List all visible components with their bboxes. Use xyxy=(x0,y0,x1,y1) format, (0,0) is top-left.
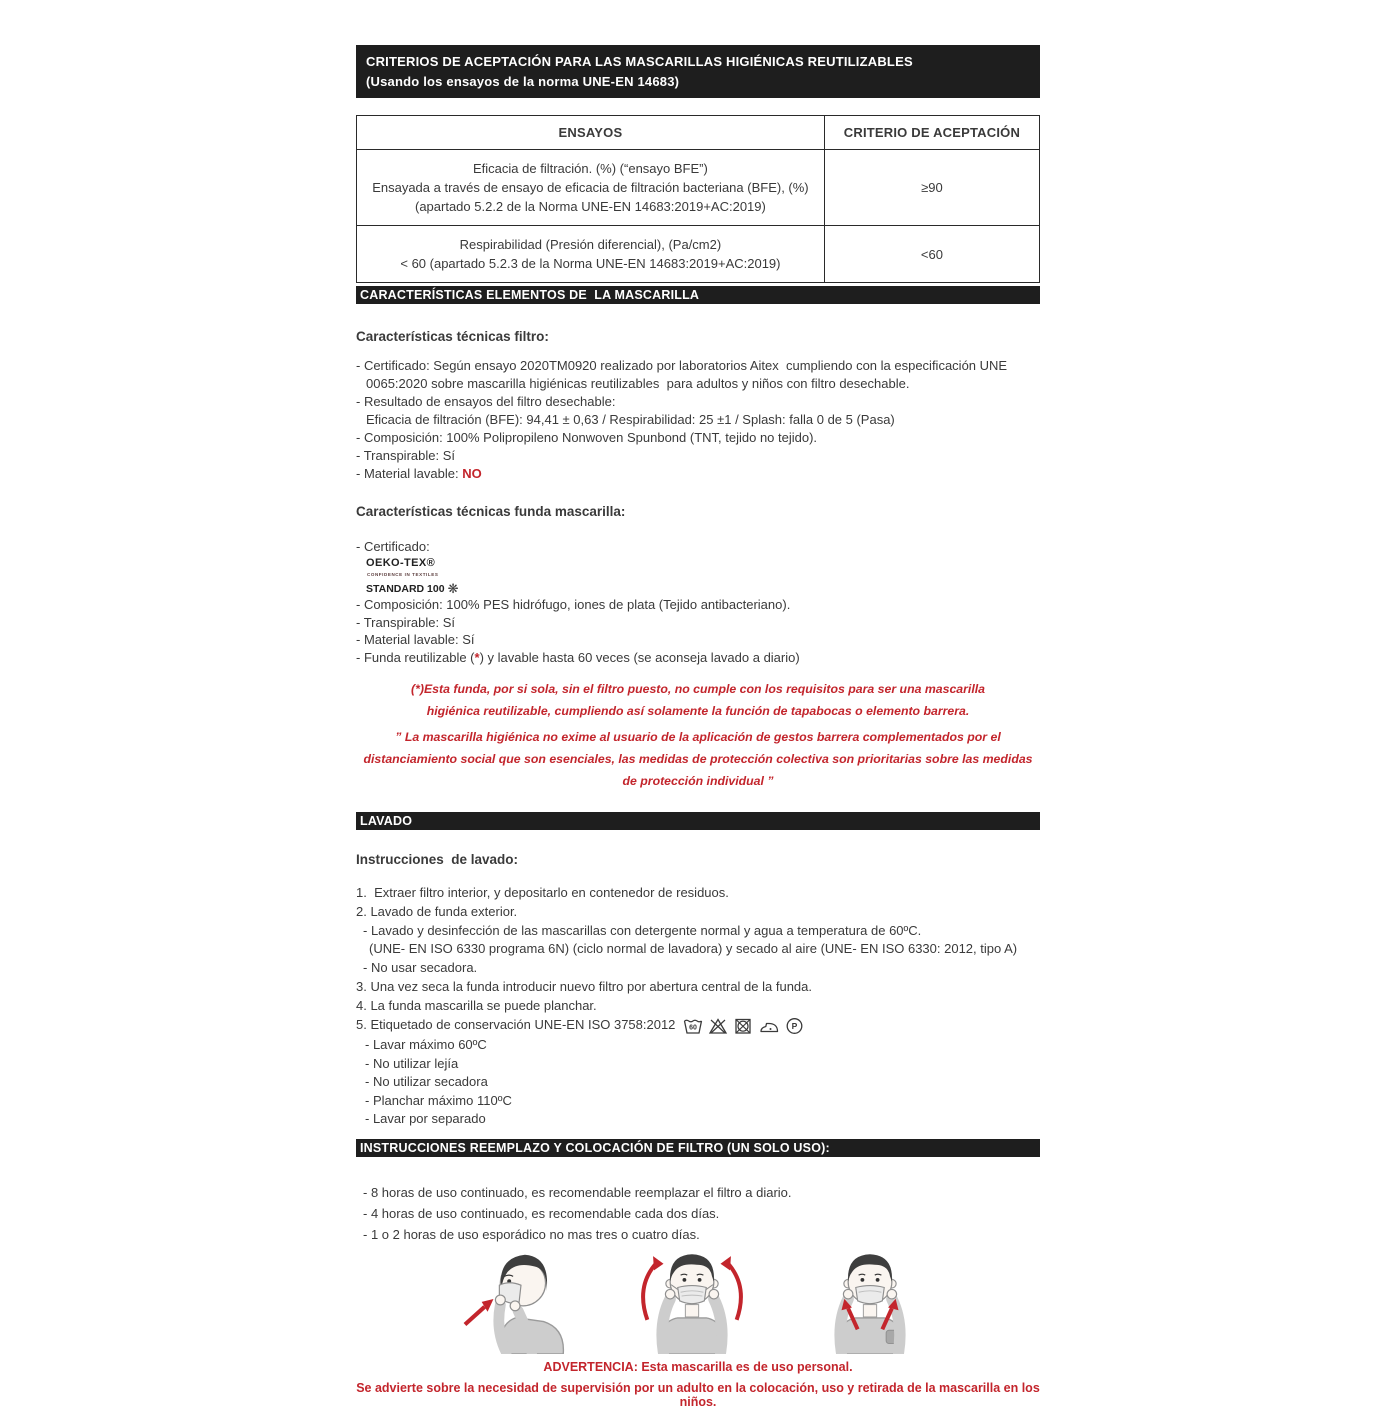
donning-step-2-illustration xyxy=(617,1240,767,1354)
funda-certificado-item: - Certificado: xyxy=(356,539,430,554)
iron-icon xyxy=(758,1017,780,1035)
table-row xyxy=(357,150,1040,226)
red-arrow-icon xyxy=(729,1265,741,1320)
list-item: - 8 horas de uso continuado, es recomendable reemplazar el filtro a diario. xyxy=(363,1185,792,1200)
list-item: (UNE- EN ISO 6330 programa 6N) (ciclo normal de lavadora) y secado al aire (UNE- EN ISO 6330: 2012, tipo A) xyxy=(369,941,1018,957)
list-item: 1. Extraer filtro interior, y depositarlo en contenedor de residuos. xyxy=(356,885,729,900)
ensayo-line: (apartado 5.2.2 de la Norma UNE-EN 14683:2019+AC:2019) xyxy=(414,199,766,214)
no-bleach-icon xyxy=(708,1017,728,1035)
list-item: - Resultado de ensayos del filtro desechable: xyxy=(356,394,616,409)
funda-list xyxy=(356,596,1040,666)
no-tumble-dry-icon xyxy=(733,1017,753,1035)
criterio-cell: <60 xyxy=(824,226,1039,283)
ensayo-line: Ensayada a través de ensayo de eficacia de filtración bacteriana (BFE), (%) xyxy=(372,180,809,195)
care-sublist xyxy=(356,1036,1040,1129)
ensayo-cell xyxy=(357,226,825,283)
mask-donning-illustrations xyxy=(356,1240,1040,1354)
list-item-care-labels xyxy=(356,1016,1040,1035)
reemplazo-section-banner: INSTRUCCIONES REEMPLAZO Y COLOCACIÓN DE FILTRO (UN SOLO USO): xyxy=(356,1139,1040,1157)
donning-step-1-illustration xyxy=(451,1240,589,1354)
oeko-tex-logo xyxy=(366,558,516,595)
advertencia-line2: Se advierte sobre la necesidad de supervisión por un adulto en la colocación, uso y retirada de la mascarilla en los niños. xyxy=(356,1381,1044,1409)
filtro-list xyxy=(356,357,1040,483)
list-item xyxy=(356,649,1040,667)
filtro-heading: Características técnicas filtro: xyxy=(356,329,549,344)
list-item: - Composición: 100% Polipropileno Nonwoven Spunbond (TNT, tejido no tejido). xyxy=(356,430,818,445)
lavado-section-banner: LAVADO xyxy=(356,812,1040,830)
lavado-instructions-list xyxy=(356,884,1040,1034)
ensayo-line: < 60 (apartado 5.2.3 de la Norma UNE-EN 14683:2019+AC:2019) xyxy=(400,256,781,271)
lavado-heading: Instrucciones de lavado: xyxy=(356,852,519,867)
list-item: 4. La funda mascarilla se puede planchar. xyxy=(356,997,597,1013)
acceptance-criteria-table xyxy=(356,115,1040,283)
ensayo-line: Respirabilidad (Presión diferencial), (Pa/cm2) xyxy=(459,237,722,252)
caracteristicas-section-banner: CARACTERÍSTICAS ELEMENTOS DE LA MASCARILLA xyxy=(356,286,1040,304)
footnote-asterisk: * xyxy=(474,649,480,665)
list-item: 2. Lavado de funda exterior. xyxy=(356,903,518,919)
main-title-banner xyxy=(356,45,1040,98)
red-arrow-icon xyxy=(643,1265,655,1320)
table-row xyxy=(357,226,1040,283)
dry-clean-p-icon xyxy=(785,1017,804,1035)
list-item: - Transpirable: Sí xyxy=(356,614,455,630)
funda-reutilizable-post: ) y lavable hasta 60 veces (se aconseja lavado a diario) xyxy=(479,649,800,665)
list-item: - Material lavable: Sí xyxy=(356,632,475,647)
red-arrow-icon xyxy=(465,1307,485,1325)
list-item: - 1 o 2 horas de uso esporádico no mas tres o cuatro días. xyxy=(363,1227,700,1242)
reemplazo-list xyxy=(356,1182,1040,1245)
column-header-criterio: CRITERIO DE ACEPTACIÓN xyxy=(824,116,1039,150)
funda-heading: Características técnicas funda mascarilla: xyxy=(356,504,626,519)
list-item: - 4 horas de uso continuado, es recomendable cada dos días. xyxy=(363,1206,720,1221)
main-title-line1: CRITERIOS DE ACEPTACIÓN PARA LAS MASCARILLAS HIGIÉNICAS REUTILIZABLES xyxy=(366,54,913,69)
list-item: - Transpirable: Sí xyxy=(356,448,455,463)
list-item: - Certificado: Según ensayo 2020TM0920 realizado por laboratorios Aitex cumpliendo con la especificación UNE 0065:2020 sobre mascarilla higiénicas reutilizables para adultos y niños con filtro desechable. xyxy=(356,358,1011,391)
list-item: - Lavar por separado xyxy=(365,1111,486,1126)
svg-text:60: 60 xyxy=(689,1024,698,1032)
list-item: - Lavado y desinfección de las mascarillas con detergente normal y agua a temperatura de 60ºC. xyxy=(363,922,922,938)
list-item: - Lavar máximo 60ºC xyxy=(365,1037,487,1052)
list-item: - No usar secadora. xyxy=(363,960,478,976)
list-item: - No utilizar secadora xyxy=(365,1074,488,1089)
care-label-text: 5. Etiquetado de conservación UNE-EN ISO 3758:2012 xyxy=(356,1016,676,1032)
quote-red-text: ” La mascarilla higiénica no exime al usuario de la aplicación de gestos barrera complementados por el distanciamiento social que son esenciales, las medidas de protección colectiva son prioritarias sobre las medidas de protección individual ” xyxy=(363,730,1036,788)
list-item: - Composición: 100% PES hidrófugo, iones de plata (Tejido antibacteriano). xyxy=(356,597,791,612)
table-header-row xyxy=(357,116,1040,150)
advertencia-line1: ADVERTENCIA: Esta mascarilla es de uso personal. xyxy=(543,1360,853,1374)
care-symbols xyxy=(683,1017,804,1035)
ensayo-line: Eficacia de filtración. (%) (“ensayo BFE”) xyxy=(473,161,708,176)
svg-text:P: P xyxy=(792,1020,798,1031)
content-column xyxy=(356,0,1044,1409)
oeko-tex-flower-icon: ❋ xyxy=(447,581,459,596)
criterio-cell: ≥90 xyxy=(824,150,1039,226)
list-item: - Planchar máximo 110ºC xyxy=(365,1092,512,1108)
main-title-line2: (Usando los ensayos de la norma UNE-EN 14683) xyxy=(366,74,680,89)
material-lavable-value: NO xyxy=(462,466,482,481)
oeko-tex-standard: STANDARD 100 xyxy=(366,582,445,595)
list-item xyxy=(356,465,1040,483)
donning-step-3-illustration xyxy=(795,1240,945,1354)
list-item: Eficacia de filtración (BFE): 94,41 ± 0,63 / Respirabilidad: 25 ±1 / Splash: falla 0 de 5 (Pasa) xyxy=(366,412,895,427)
oeko-tex-tagline: CONFIDENCE IN TEXTILES xyxy=(367,572,439,577)
material-lavable-label: - Material lavable: xyxy=(356,466,463,481)
ensayo-cell xyxy=(357,150,825,226)
wash-60-icon xyxy=(683,1017,703,1035)
footnote-red-text: (*)Esta funda, por si sola, sin el filtro puesto, no cumple con los requisitos para ser una mascarilla higiénica reutilizable, cumpliendo así solamente la función de tapabocas o elemento barrera. xyxy=(411,682,989,718)
oeko-tex-brand: OEKO-TEX® xyxy=(366,557,436,569)
column-header-ensayos: ENSAYOS xyxy=(357,116,825,150)
list-item: - No utilizar lejía xyxy=(365,1055,459,1071)
list-item: 3. Una vez seca la funda introducir nuevo filtro por abertura central de la funda. xyxy=(356,978,812,994)
funda-reutilizable-pre: - Funda reutilizable ( xyxy=(356,649,475,665)
